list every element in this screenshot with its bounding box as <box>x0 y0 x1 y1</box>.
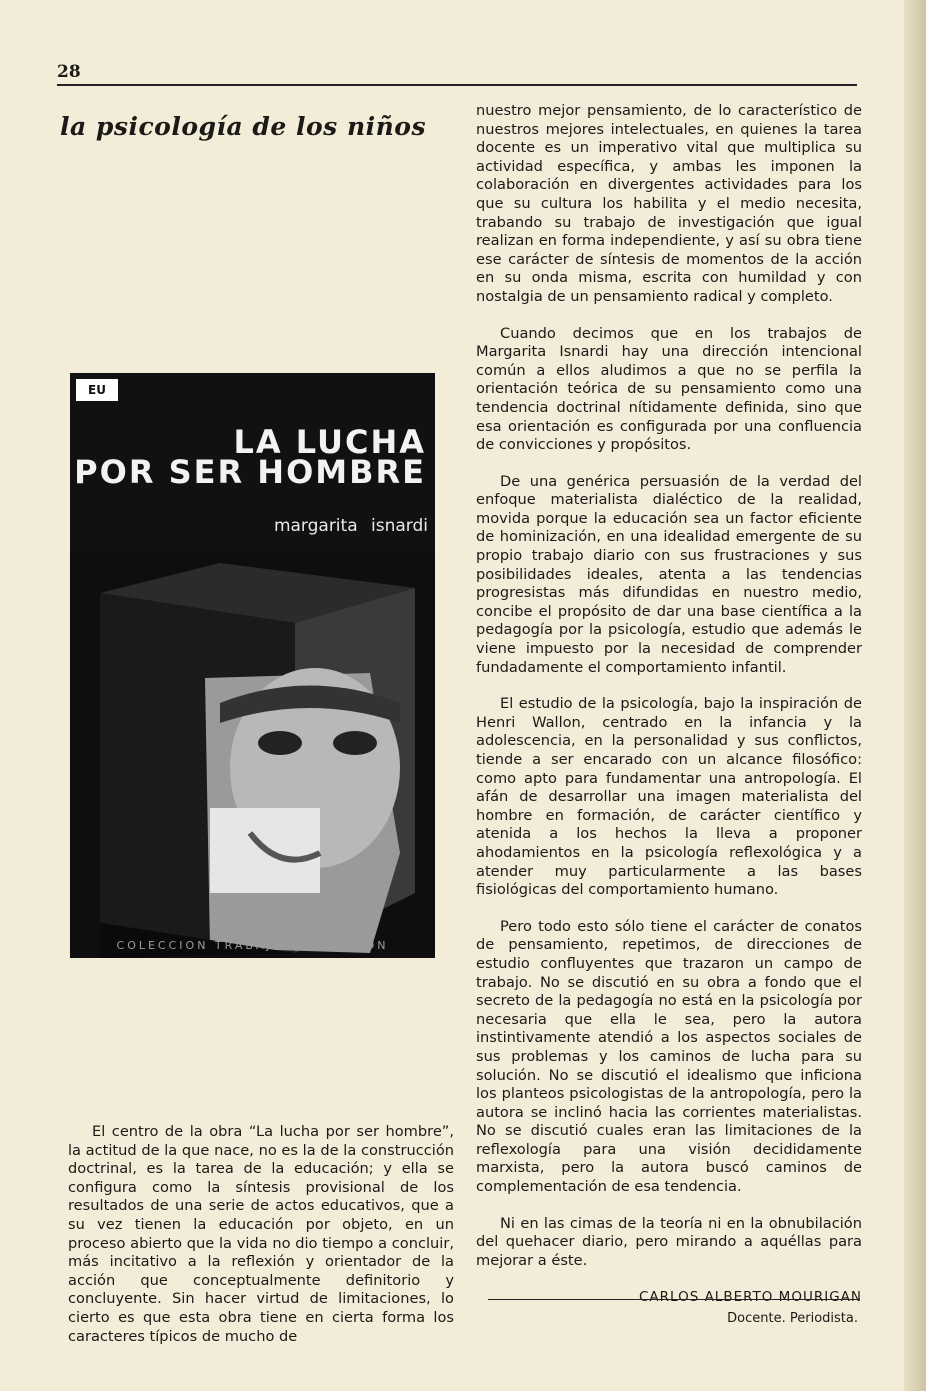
paragraph: Pero todo esto sólo tiene el carácter de conatos de pensamiento, repetimos, de direcciones de estudio confluyentes que trazaron un campo de trabajo. No se discutió en su obra a fondo que el secreto de la pedagogía no está en la psicología por necesaria que ella le sea, pero la autora instintivamente atendió a los aspectos sociales de sus problemas y los caminos de lucha para su solución. No se discutió el idealismo que inficiona los planteos psicologistas de la antropología, pero la autora se inclinó hacia las corrientes materialistas. No se discutió cuales eran las limitaciones de la reflexología para una visión decididamente marxista, pero la autora buscó caminos de complementación de esa tendencia. <box>476 917 862 1196</box>
top-rule <box>57 84 857 86</box>
page-number: 28 <box>57 62 81 82</box>
cover-author: margarita isnardi <box>273 516 428 536</box>
bottom-rule <box>488 1299 860 1300</box>
paragraph: El centro de la obra “La lucha por ser hombre”, la actitud de la que nace, no es la de la construcción doctrinal, es la tarea de la educación; y ella se configura como la síntesis provisional de los resultados de una serie de actos educativos, que a su vez tienen la educación por objeto, en un proceso abierto que la vida no dio tiempo a concluir, más incitativo a la reflexión y orientador de la acción que conceptualmente definitorio y concluyente. Sin hacer virtud de limitaciones, lo cierto es que esta obra tiene en cierta forma los caracteres típicos de mucho de <box>68 1123 454 1345</box>
book-cover-image <box>70 373 435 958</box>
page-edge <box>904 0 926 1391</box>
cover-title-line1: LA LUCHA <box>233 423 426 461</box>
left-column-text <box>68 1123 454 1364</box>
section-title: la psicología de los niños <box>60 112 427 141</box>
paragraph: De una genérica persuasión de la verdad del enfoque materialista dialéctico de la realidad, movida porque la educación sea un factor eficiente de hominización, en una idealidad emergente de su propio trabajo diario con sus frustraciones y sus posibilidades ideales, atenta a las tendencias progresistas más difundidas en nuestro medio, concibe el propósito de dar una base científica a la pedagogía por la psicología, estudio que además le viene impuesto por la necesidad de comprender fundadamente el comportamiento infantil. <box>476 472 862 676</box>
paragraph: Ni en las cimas de la teoría ni en la obnubilación del quehacer diario, pero mirando a aquéllas para mejorar a éste. <box>476 1214 862 1269</box>
author-signature: CARLOS ALBERTO MOURIGAN <box>639 1289 862 1306</box>
cube-portrait-illustration <box>70 553 435 958</box>
cover-series: COLECCION TRABAJO Y CREACION <box>116 939 389 952</box>
author-role: Docente. Periodista. <box>727 1311 858 1326</box>
paragraph: Cuando decimos que en los trabajos de Margarita Isnardi hay una dirección intencional común a ellos aludimos a que no se perfila la orientación teórica de su pensamiento como una tendencia doctrinal nítidamente definida, sino que esa orientación es configurada por una confluencia de convicciones y propósitos. <box>476 324 862 454</box>
right-column-text <box>476 102 862 1325</box>
paragraph: El estudio de la psicología, bajo la inspiración de Henri Wallon, centrado en la infancia y la adolescencia, en la personalidad y sus conflictos, tiende a ser encarado con un alcance filosófico: como apto para fundamentar una antropología. El afán de desarrollar una imagen materialista del hombre en formación, de carácter científico y atenida a los hechos la lleva a proponer ahodamientos en la psicología reflexológica y a atender muy particularmente a las bases fisiológicas del comportamiento humano. <box>476 695 862 899</box>
paragraph: nuestro mejor pensamiento, de lo característico de nuestros mejores intelectuales, en quienes la tarea docente es un imperativo vital que multiplica su actividad específica, y ambas les imponen la colaboración en divergentes actividades para los que su cultura los habilita y el medio necesita, trabando su trabajo de investigación que igual realizan en forma independiente, y así su obra tiene ese carácter de síntesis de momentos de la acción en su onda misma, escrita con humildad y con nostalgia de un pensamiento radical y completo. <box>476 102 862 305</box>
publisher-logo: EU <box>76 379 118 401</box>
cover-title-line2: POR SER HOMBRE <box>74 453 426 491</box>
